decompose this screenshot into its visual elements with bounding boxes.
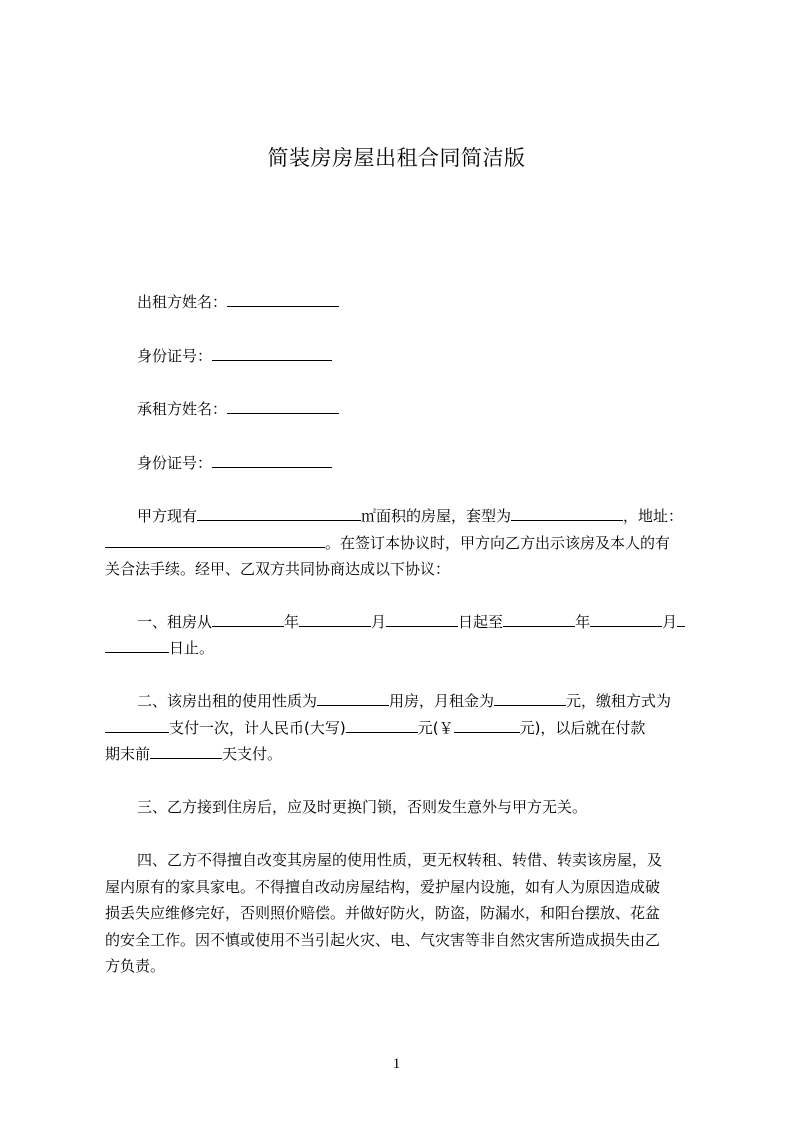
lessee-name-field: [137, 399, 339, 419]
clause-4-line-2: 屋内原有的家具家电。不得擅自改动房屋结构，爱护屋内设施，如有人为原因造成破: [105, 878, 661, 896]
start-month-blank[interactable]: [299, 612, 371, 627]
clause-text: 年: [284, 613, 300, 631]
clause-text: 月: [371, 613, 387, 631]
end-day-blank-start[interactable]: [677, 612, 685, 627]
lessor-name-field: [137, 292, 339, 312]
clause-text: 支付一次，计人民币(大写): [169, 719, 346, 737]
clause-2-line-3: [105, 744, 282, 764]
clause-2-line-1: [137, 691, 671, 711]
payment-days-blank[interactable]: [150, 744, 222, 759]
end-month-blank[interactable]: [590, 612, 662, 627]
address-blank[interactable]: [105, 533, 325, 548]
lessor-name-label: 出租方姓名：: [137, 293, 228, 311]
clause-text: 日止。: [169, 639, 215, 657]
clause-text: 月: [662, 613, 678, 631]
clause-text: 期末前: [105, 745, 151, 763]
payment-period-blank[interactable]: [105, 718, 169, 733]
amount-words-blank[interactable]: [346, 718, 418, 733]
lessee-id-label: 身份证号：: [137, 454, 213, 472]
lessor-id-label: 身份证号：: [137, 347, 213, 365]
amount-figure-blank[interactable]: [454, 718, 520, 733]
clause-2-line-2: [105, 718, 645, 738]
lessee-name-blank[interactable]: [227, 399, 339, 414]
usage-blank[interactable]: [317, 691, 389, 706]
intro-text: ㎡面积的房屋，套型为: [361, 507, 512, 525]
clause-text: 元)，以后就在付款: [519, 719, 646, 737]
clause-4-line-5: 方负责。: [105, 957, 166, 975]
lessee-name-label: 承租方姓名：: [137, 400, 228, 418]
clause-text: 天支付。: [222, 745, 283, 763]
lessee-id-blank[interactable]: [212, 453, 332, 468]
lessor-name-blank[interactable]: [227, 292, 339, 307]
intro-text: 甲方现有: [137, 507, 198, 525]
start-year-blank[interactable]: [212, 612, 284, 627]
intro-line-3: 关合法手续。经甲、乙双方共同协商达成以下协议：: [105, 560, 451, 578]
end-day-blank[interactable]: [105, 638, 169, 653]
clause-text: 日起至: [458, 613, 504, 631]
clause-1-line-2: [105, 638, 214, 658]
intro-text: 。在签订本协议时，甲方向乙方出示该房及本人的有: [325, 534, 671, 552]
end-year-blank[interactable]: [503, 612, 575, 627]
clause-4-line-1: 四、乙方不得擅自改变其房屋的使用性质，更无权转租、转借、转卖该房屋，及: [137, 851, 663, 869]
lessor-id-field: [137, 346, 332, 366]
clause-text: 元，缴租方式为: [566, 692, 672, 710]
unit-type-blank[interactable]: [511, 506, 623, 521]
clause-1-line-1: [137, 612, 685, 632]
clause-text: 元(￥: [417, 719, 454, 737]
clause-text: 一、租房从: [137, 613, 213, 631]
intro-line-1: [137, 506, 683, 526]
monthly-rent-blank[interactable]: [494, 691, 566, 706]
document-title: 简装房房屋出租合同简洁版: [267, 146, 526, 170]
lessee-id-field: [137, 453, 332, 473]
clause-4-line-4: 的安全工作。因不慎或使用不当引起火灾、电、气灾害等非自然灾害所造成损失由乙: [105, 931, 661, 949]
intro-line-2: [105, 533, 670, 553]
area-blank[interactable]: [197, 506, 361, 521]
intro-text: ，地址：: [623, 507, 684, 525]
page-number: 1: [392, 1056, 401, 1072]
lessor-id-blank[interactable]: [212, 346, 332, 361]
clause-3: 三、乙方接到住房后，应及时更换门锁，否则发生意外与甲方无关。: [137, 798, 588, 816]
clause-4-line-3: 损丢失应维修完好，否则照价赔偿。并做好防火，防盗，防漏水，和阳台摆放、花盆: [105, 904, 661, 922]
start-day-blank[interactable]: [386, 612, 458, 627]
clause-text: 年: [575, 613, 591, 631]
clause-text: 二、该房出租的使用性质为: [137, 692, 318, 710]
clause-text: 用房，月租金为: [389, 692, 495, 710]
